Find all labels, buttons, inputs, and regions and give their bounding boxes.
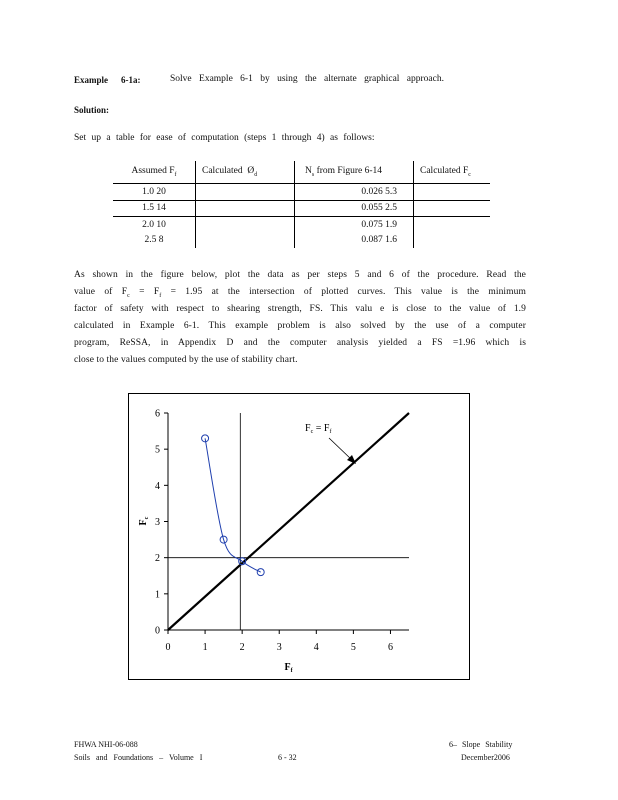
fc-vs-ff-chart xyxy=(129,394,469,679)
cell-phi xyxy=(196,184,295,201)
cell-fc xyxy=(414,233,491,249)
x-tick-label: 5 xyxy=(350,642,356,653)
series-line-fc-equals-ff xyxy=(168,413,409,630)
cell-fc xyxy=(414,200,491,217)
header-calculated-fc: Calculated $F_c$ xyxy=(414,161,491,184)
table-header-row xyxy=(113,161,490,184)
table-row xyxy=(113,217,490,233)
computation-table xyxy=(113,161,490,248)
header-ns: $N_s$ from Figure 6-14 xyxy=(295,161,414,184)
setup-text: Set up a table for ease of computation (steps 1 through 4) as follows: xyxy=(74,133,375,143)
x-tick-label: 3 xyxy=(276,642,282,653)
cell-ns: 0.087 1.6 xyxy=(361,235,397,246)
y-tick-label: 3 xyxy=(155,517,160,528)
x-tick-label: 0 xyxy=(165,642,171,653)
solution-label: Solution: xyxy=(74,105,110,115)
x-tick-label: 1 xyxy=(202,642,208,653)
cell-ff: 2.5 8 xyxy=(144,235,164,246)
paragraph-line-5: program, ReSSA, in Appendix D and the computer analysis yielded a FS =1.96 which is xyxy=(74,338,526,348)
paragraph-line-1: As shown in the figure below, plot the data as per steps 5 and 6 of the procedure. Read the xyxy=(74,270,526,280)
chart-frame xyxy=(128,393,470,680)
series-line-fc-data xyxy=(205,438,261,572)
y-tick-label: 4 xyxy=(155,480,160,492)
y-tick-label: 1 xyxy=(155,589,160,601)
x-tick-label: 4 xyxy=(313,642,319,653)
cell-fc xyxy=(414,217,491,233)
cell-ff: 2.0 10 xyxy=(142,219,166,230)
y-tick-label: 2 xyxy=(155,553,160,565)
paragraph-line-3: factor of safety with respect to shearing strength, FS. This valu e is close to the value of 1.9 xyxy=(74,304,526,314)
footer-volume: Soils and Foundations – Volume I xyxy=(74,753,203,762)
cell-ff: 1.0 20 xyxy=(113,184,196,201)
cell-phi xyxy=(196,217,295,233)
annotation-arrow-line xyxy=(329,438,352,460)
footer-page-number: 6 - 32 xyxy=(278,753,297,762)
paragraph-line-2: value of $F_c = F_f = 1.95$ at the intersection of plotted curves. This value is the minimum xyxy=(74,287,526,299)
header-calculated-phi: Calculated $Ø_d$ xyxy=(196,161,295,184)
y-axis-label: $F_c$ xyxy=(138,516,150,526)
example-statement: Solve Example 6-1 by using the alternate graphical approach. xyxy=(170,74,444,84)
footer-doc-id: FHWA NHI-06-088 xyxy=(74,740,138,749)
y-tick-label: 5 xyxy=(155,444,160,456)
paragraph-line-6: close to the values computed by the use of stability chart. xyxy=(74,355,298,365)
y-tick-label: 6 xyxy=(155,408,160,420)
cell-phi xyxy=(196,233,295,249)
footer-date: December2006 xyxy=(461,753,510,762)
cell-ns: 0.055 2.5 xyxy=(295,200,414,217)
annotation-fc-equals-ff: $F_c = F_f$ xyxy=(305,423,332,435)
y-tick-label: 0 xyxy=(155,625,160,637)
x-axis-label: $F_f$ xyxy=(284,662,293,674)
x-tick-label: 2 xyxy=(239,642,245,653)
table-row xyxy=(113,184,490,201)
paragraph-line-4: calculated in Example 6-1. This example problem is also solved by the use of a computer xyxy=(74,321,526,331)
footer-chapter: 6– Slope Stability xyxy=(449,740,513,749)
cell-ff: 1.5 14 xyxy=(113,200,196,217)
cell-fc xyxy=(414,184,491,201)
cell-ns: 0.075 1.9 xyxy=(361,219,397,230)
cell-phi xyxy=(196,200,295,217)
example-number: 6-1a: xyxy=(121,75,141,85)
example-label: Example xyxy=(74,75,109,85)
x-tick-label: 6 xyxy=(387,642,393,653)
table-row xyxy=(113,233,490,249)
cell-ns: 0.026 5.3 xyxy=(295,184,414,201)
header-assumed-ff: Assumed $F_f$ xyxy=(113,161,196,184)
table-row xyxy=(113,200,490,217)
